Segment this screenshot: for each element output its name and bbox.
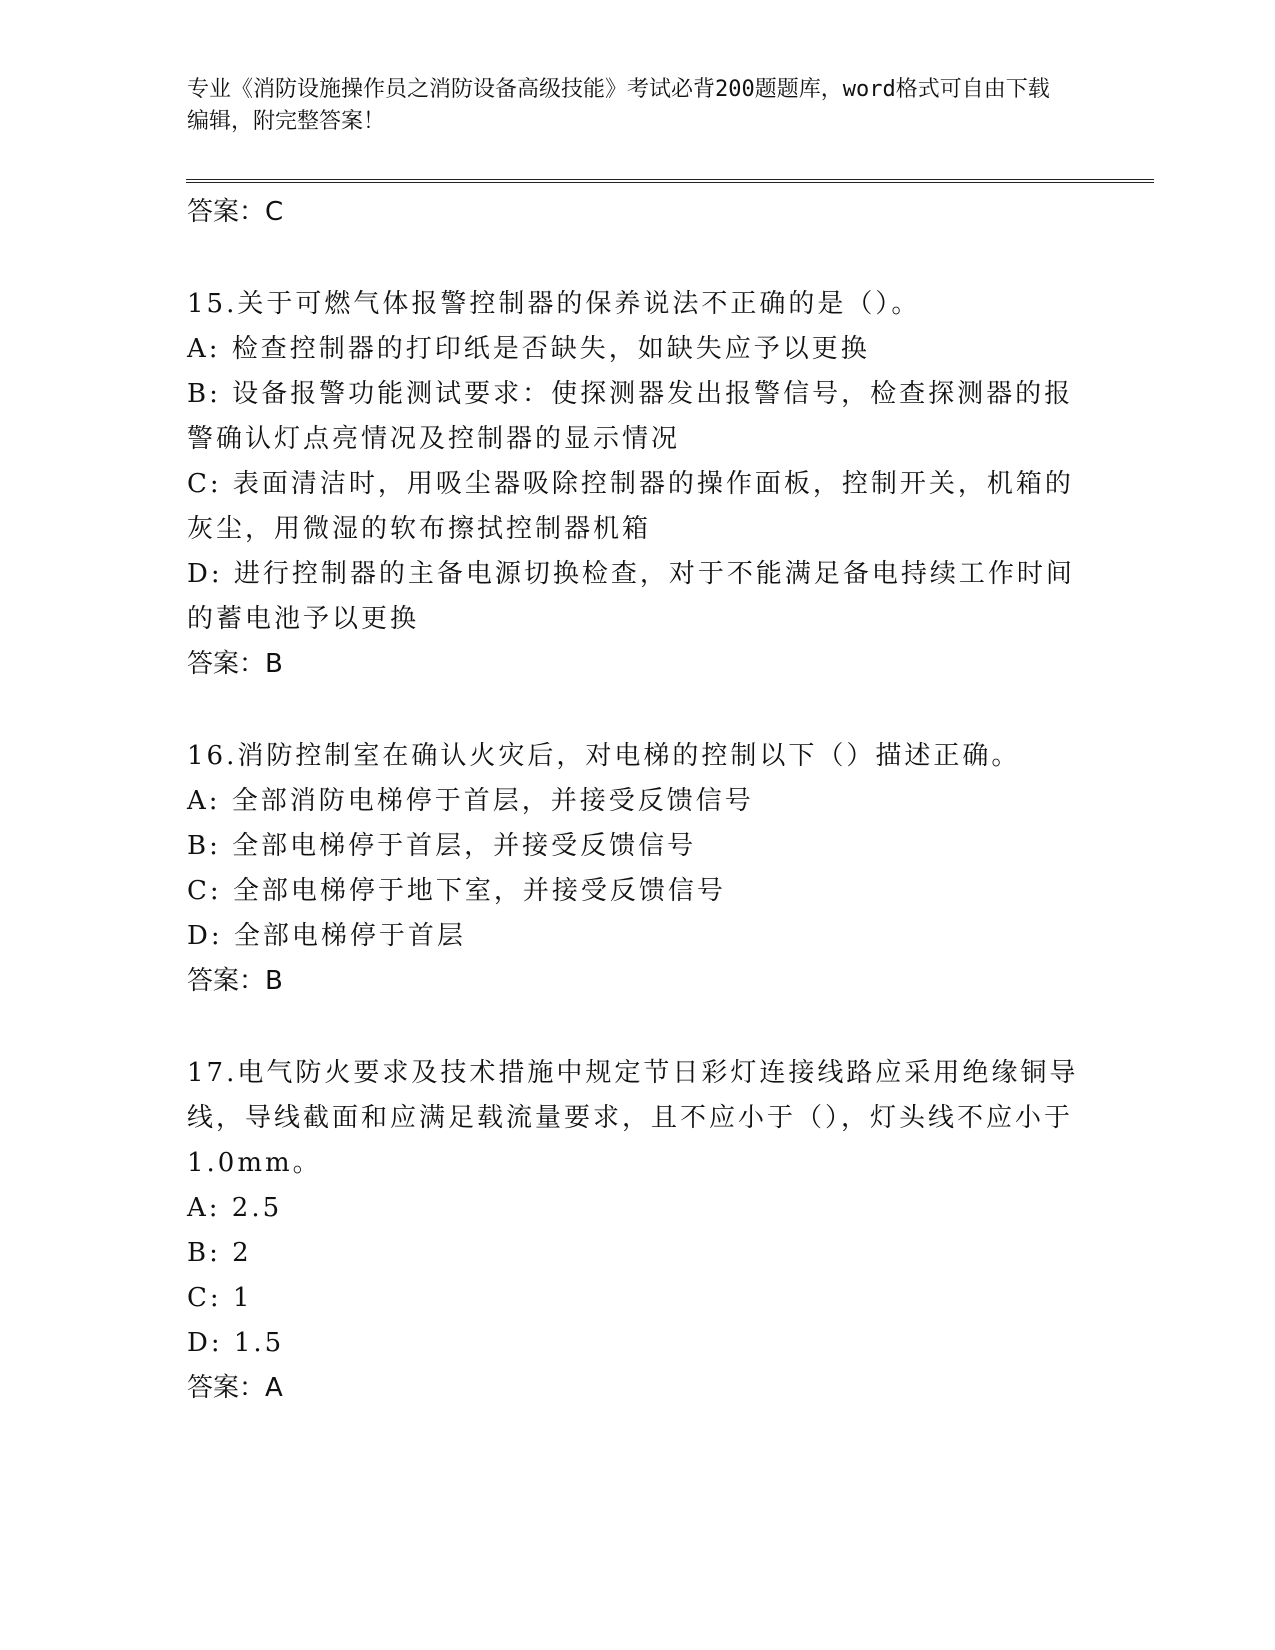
answer-line: 答案：B — [187, 649, 283, 679]
question-stem: 16.消防控制室在确认火灾后，对电梯的控制以下（）描述正确。 — [187, 741, 1021, 771]
option-c: C: 1 — [187, 1283, 253, 1313]
option-b: B: 全部电梯停于首层，并接受反馈信号 — [187, 831, 697, 861]
question-16 — [187, 734, 1087, 1003]
header-divider — [186, 179, 1154, 183]
option-d: D: 全部电梯停于首层 — [187, 921, 466, 951]
option-d: D: 进行控制器的主备电源切换检查，对于不能满足备电持续工作时间的蓄电池予以更换 — [187, 559, 1075, 634]
question-list — [187, 190, 1087, 1410]
question-17 — [187, 1051, 1087, 1410]
option-a: A: 2.5 — [187, 1193, 283, 1223]
question-15 — [187, 282, 1087, 686]
page-header: 专业《消防设施操作员之消防设备高级技能》考试必背200题题库，word格式可自由下载编辑，附完整答案！ — [187, 77, 1050, 134]
question-stem: 17.电气防火要求及技术措施中规定节日彩灯连接线路应采用绝缘铜导线，导线截面和应满足载流量要求，且不应小于（），灯头线不应小于1.0mm。 — [187, 1058, 1079, 1178]
option-c: C: 表面清洁时，用吸尘器吸除控制器的操作面板，控制开关，机箱的灰尘，用微湿的软布擦拭控制器机箱 — [187, 469, 1074, 544]
option-a: A: 检查控制器的打印纸是否缺失，如缺失应予以更换 — [187, 334, 870, 364]
answer-line: 答案：C — [187, 197, 284, 227]
answer-line: 答案：B — [187, 966, 283, 996]
question-stem: 15.关于可燃气体报警控制器的保养说法不正确的是（）。 — [187, 289, 921, 319]
option-c: C: 全部电梯停于地下室，并接受反馈信号 — [187, 876, 726, 906]
answer-line: 答案：A — [187, 1373, 283, 1403]
option-a: A: 全部消防电梯停于首层，并接受反馈信号 — [187, 786, 754, 816]
option-b: B: 2 — [187, 1238, 252, 1268]
option-b: B: 设备报警功能测试要求：使探测器发出报警信号，检查探测器的报警确认灯点亮情况及控制器的显示情况 — [187, 379, 1074, 454]
option-d: D: 1.5 — [187, 1328, 285, 1358]
